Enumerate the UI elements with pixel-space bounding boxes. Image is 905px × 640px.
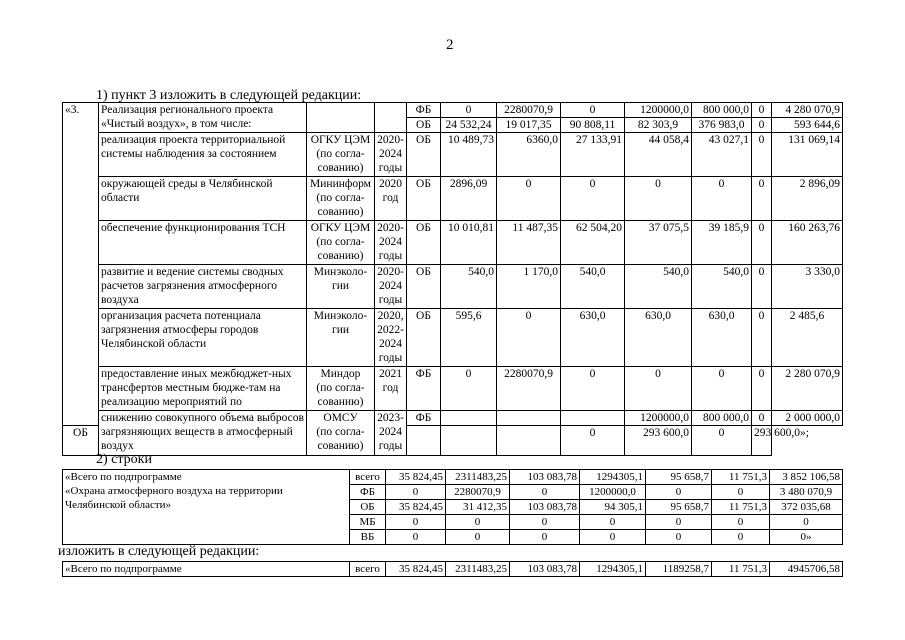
value-cell: 0 [712,485,770,500]
row-name: развитие и ведение системы сводных расчетов загрязнения атмосферного воздуха [99,265,307,309]
value-cell: 0 [752,411,772,426]
period-line: 2023- [377,412,404,424]
period-line: годы [378,250,403,262]
value-cell: 0 [561,103,625,118]
subtotal-title-line: «Охрана атмосферного воздуха на территории [65,485,283,497]
heading-item-3: 1) пункт 3 изложить в следующей редакции: [96,88,362,103]
value-cell: 0 [386,530,446,545]
row-name: предоставление иных межбюджет-ных трансфертов местным бюдже-там на реализацию мероприятий по [99,367,307,411]
value-cell: 44 058,4 [625,133,692,177]
executor-line: ОГКУ ЦЭМ [310,222,371,234]
source-cell: ФБ [407,103,441,118]
value-cell: 11 751,3 [712,562,770,577]
value-cell: 3 480 070,9 [770,485,843,500]
source-cell: ВБ [350,530,386,545]
period-line: 2020- [377,266,404,278]
source-cell: всего [350,562,386,577]
period-line: годы [378,352,403,364]
source-cell: ОБ [407,177,441,221]
value-cell: 593 644,6 [772,118,843,133]
value-cell: 0 [752,103,772,118]
value-cell: 10 489,73 [441,133,497,177]
executor-line: (по согла- [316,426,365,438]
table-row [63,411,843,426]
value-cell: 131 069,14 [772,133,843,177]
row-name: окружающей среды в Челябинской области [99,177,307,221]
source-cell: ОБ [407,221,441,265]
value-cell: 2280070,9 [497,103,561,118]
executor-line: сованию) [317,162,364,174]
value-cell: 27 133,91 [561,133,625,177]
source-cell: ОБ [407,265,441,309]
subtotal-title-line: «Всего по подпрограмме [65,471,182,483]
value-cell: 103 083,78 [510,500,580,515]
executor-line: (по согла- [316,192,365,204]
value-cell: 0 [646,515,712,530]
row-name: реализация проекта территориальной системы наблюдения за состоянием [99,133,307,177]
value-cell: 95 658,7 [646,470,712,485]
period-line: 2024 [379,338,402,350]
value-cell: 0 [770,515,843,530]
value-cell: 2280070,9 [497,367,561,411]
row-name: организация расчета потенциала загрязнения атмосферы городов Челябинской области [99,309,307,367]
page-number: 2 [446,37,454,53]
executor-line: сованию) [317,206,364,218]
value-cell: 0 [625,177,692,221]
source-cell: всего [350,470,386,485]
value-cell: 24 532,24 [441,118,497,133]
period-line: год [382,382,399,394]
value-cell: 0 [752,309,772,367]
value-cell: 595,6 [441,309,497,367]
table-row [63,133,843,177]
value-cell: 2280070,9 [446,485,510,500]
value-cell: 0 [497,309,561,367]
subtotal-title: «Всего по подпрограмме [63,562,350,577]
value-cell: 0 [752,265,772,309]
value-cell: 0 [712,515,770,530]
value-cell: 0 [752,133,772,177]
value-cell: 0 [692,426,752,456]
table-row [63,265,843,309]
executor-line: Минэколо- [313,310,368,322]
value-cell: 2 000 000,0 [772,411,843,426]
value-cell: 35 824,45 [386,562,446,577]
executor-line: Мининформ [310,178,371,190]
period-line: 2024 [379,148,402,160]
value-cell: 0 [580,530,646,545]
value-cell: 0 [510,485,580,500]
executor-line: сованию) [317,440,364,452]
row-name: снижению совокупного объема выбросов загрязняющих веществ в атмосферный воздух [99,411,307,456]
value-cell: 2 280 070,9 [772,367,843,411]
table-row [63,309,843,367]
executor-line: Минэколо- [313,266,368,278]
value-cell: 630,0 [561,309,625,367]
value-cell: 540,0 [692,265,752,309]
value-cell: 1294305,1 [580,470,646,485]
subtotal-title-line: Челябинской области» [65,499,172,511]
period-line: 2024 [379,236,402,248]
value-cell: 540,0 [441,265,497,309]
source-cell: ОБ [407,118,441,133]
value-cell [561,411,625,426]
value-cell: 0 [712,530,770,545]
value-cell: 0 [441,103,497,118]
value-cell: 0 [510,515,580,530]
value-cell: 2311483,25 [446,470,510,485]
value-cell [441,426,497,456]
executor-line: (по согла- [316,148,365,160]
value-cell: 1 170,0 [497,265,561,309]
period-line: 2022- [377,324,404,336]
value-cell: 0 [561,367,625,411]
value-cell: 1200000,0 [625,411,692,426]
value-cell: 0 [752,367,772,411]
period-line: годы [378,440,403,452]
value-cell: 1189258,7 [646,562,712,577]
value-cell: 103 083,78 [510,562,580,577]
value-cell: 0 [692,177,752,221]
value-cell: 0 [625,367,692,411]
heading-new-edition: изложить в следующей редакции: [58,544,260,559]
value-cell: 0 [561,426,625,456]
source-cell: ОБ [350,500,386,515]
value-cell: 39 185,9 [692,221,752,265]
value-cell: 11 751,3 [712,500,770,515]
value-cell: 160 263,76 [772,221,843,265]
source-cell: МБ [350,515,386,530]
value-cell: 35 824,45 [386,470,446,485]
value-cell [441,411,497,426]
source-cell: ОБ [407,309,441,367]
value-cell: 376 983,0 [692,118,752,133]
program-table [62,102,843,456]
value-cell: 1294305,1 [580,562,646,577]
value-cell: 0 [497,177,561,221]
value-cell: 95 658,7 [646,500,712,515]
value-cell: 0 [692,367,752,411]
executor-line: Миндор [320,368,361,380]
table-row [63,562,843,577]
period-line: год [382,192,399,204]
value-cell: 0 [646,530,712,545]
value-cell: 35 824,45 [386,500,446,515]
period-line: 2020- [377,134,404,146]
value-cell: 540,0 [625,265,692,309]
value-cell: 0 [646,485,712,500]
value-cell: 4945706,58 [770,562,843,577]
period-line: 2024 [379,280,402,292]
value-cell: 0 [446,515,510,530]
value-cell: 0 [580,515,646,530]
value-cell: 1200000,0 [625,103,692,118]
table-row [63,103,843,118]
value-cell: 2896,09 [441,177,497,221]
period-line: 2020- [377,222,404,234]
value-cell: 11 487,35 [497,221,561,265]
value-cell: 0 [446,530,510,545]
source-cell: ФБ [350,485,386,500]
value-cell: 82 303,9 [625,118,692,133]
value-cell: 0 [386,485,446,500]
value-cell: 37 075,5 [625,221,692,265]
value-cell: 103 083,78 [510,470,580,485]
value-cell: 2 485,6 [772,309,843,367]
value-cell: 0 [752,221,772,265]
table-row [63,177,843,221]
source-cell: ФБ [407,411,441,426]
value-cell: 3 852 106,58 [770,470,843,485]
value-cell: 31 412,35 [446,500,510,515]
value-cell: 0» [770,530,843,545]
table-row [63,470,843,485]
value-cell: 43 027,1 [692,133,752,177]
period-line: 2020, [377,310,404,322]
value-cell: 0 [752,177,772,221]
item-number: «3. [63,103,99,426]
value-cell: 800 000,0 [692,103,752,118]
value-cell: 10 010,81 [441,221,497,265]
value-cell: 293 600,0 [625,426,692,456]
value-cell: 4 280 070,9 [772,103,843,118]
value-cell: 11 751,3 [712,470,770,485]
value-cell: 2 896,09 [772,177,843,221]
period-line: годы [378,294,403,306]
value-cell [407,426,441,456]
value-cell: 293 600,0»; [752,426,772,456]
source-cell: ФБ [407,367,441,411]
value-cell: 2311483,25 [446,562,510,577]
period-line: годы [378,162,403,174]
value-cell: 630,0 [692,309,752,367]
subtotal-old-table [62,469,843,545]
executor-line: ОМСУ [323,412,358,424]
value-cell: 62 504,20 [561,221,625,265]
executor-line: сованию) [317,396,364,408]
value-cell: 800 000,0 [692,411,752,426]
executor-line: ОГКУ ЦЭМ [310,134,371,146]
value-cell: 94 305,1 [580,500,646,515]
executor-line: гии [331,280,350,292]
heading-rows: 2) строки [96,452,152,467]
period-line: 2021 [379,368,402,380]
subtotal-new-table [62,561,843,577]
executor-line: (по согла- [316,382,365,394]
value-cell: 0 [386,515,446,530]
value-cell: 540,0 [561,265,625,309]
value-cell: 3 330,0 [772,265,843,309]
value-cell: 0 [561,177,625,221]
value-cell: 0 [752,118,772,133]
value-cell: 1200000,0 [580,485,646,500]
source-cell: ОБ [63,426,99,456]
executor-line: (по согла- [316,236,365,248]
row-name: обеспечение функционирования ТСН [99,221,307,265]
value-cell: 19 017,35 [497,118,561,133]
value-cell: 630,0 [625,309,692,367]
value-cell: 0 [441,367,497,411]
table-row [63,221,843,265]
period-line: 2024 [379,426,402,438]
executor-line: сованию) [317,250,364,262]
row-name: Реализация регионального проекта «Чистый воздух», в том числе: [99,103,307,133]
value-cell [497,411,561,426]
value-cell: 6360,0 [497,133,561,177]
value-cell: 372 035,68 [770,500,843,515]
table-row [63,367,843,411]
value-cell: 0 [510,530,580,545]
executor-line: гии [331,324,350,336]
period-line: 2020 [379,178,402,190]
source-cell: ОБ [407,133,441,177]
value-cell: 90 808,11 [561,118,625,133]
value-cell [497,426,561,456]
